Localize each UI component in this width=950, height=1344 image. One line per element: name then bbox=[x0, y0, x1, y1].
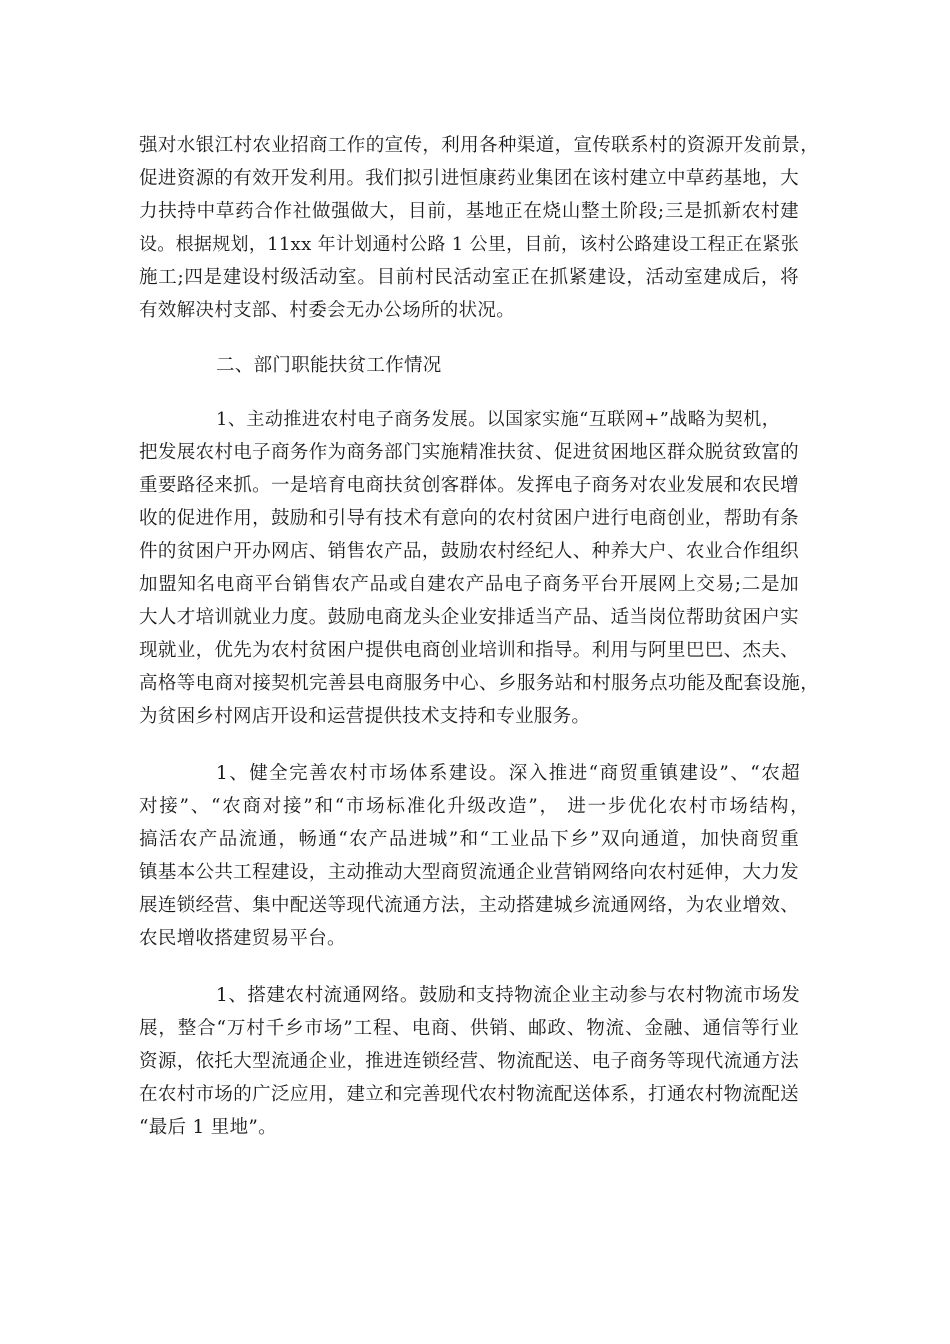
section-heading: 二、部门职能扶贫工作情况 bbox=[216, 355, 442, 376]
paragraph-3-line-5: 展连锁经营、集中配送等现代流通方法，主动搭建城乡流通网络，为农业增效、 bbox=[139, 895, 799, 916]
paragraph-2-line-10: 为贫困乡村网店开设和运营提供技术支持和专业服务。 bbox=[139, 706, 591, 727]
paragraph-1-line-5: 施工;四是建设村级活动室。目前村民活动室正在抓紧建设，活动室建成后，将 bbox=[139, 267, 799, 288]
paragraph-4-line-4: 在农村市场的广泛应用，建立和完善现代农村物流配送体系，打通农村物流配送 bbox=[139, 1084, 799, 1105]
paragraph-2-line-8: 现就业，优先为农村贫困户提供电商创业培训和指导。利用与阿里巴巴、杰夫、 bbox=[139, 640, 799, 661]
paragraph-1-line-4: 设。根据规划，11xx 年计划通村公路 1 公里，目前，该村公路建设工程正在紧张 bbox=[139, 234, 799, 255]
paragraph-4-line-5: “最后 1 里地”。 bbox=[139, 1117, 277, 1138]
paragraph-4-line-1: 1、搭建农村流通网络。鼓励和支持物流企业主动参与农村物流市场发 bbox=[216, 985, 800, 1006]
paragraph-3-line-2: 对接”、“农商对接”和“市场标准化升级改造”， 进一步优化农村市场结构， bbox=[139, 796, 809, 817]
paragraph-2-line-7: 大人才培训就业力度。鼓励电商龙头企业安排适当产品、适当岗位帮助贫困户实 bbox=[139, 607, 799, 628]
paragraph-3-line-3: 搞活农产品流通，畅通“农产品进城”和“工业品下乡”双向通道，加快商贸重 bbox=[139, 829, 799, 850]
paragraph-2-line-9: 高格等电商对接契机完善县电商服务中心、乡服务站和村服务点功能及配套设施， bbox=[139, 673, 819, 694]
paragraph-2-line-6: 加盟知名电商平台销售农产品或自建农产品电子商务平台开展网上交易;二是加 bbox=[139, 574, 799, 595]
paragraph-1-line-3: 力扶持中草药合作社做强做大，目前，基地正在烧山整土阶段;三是抓新农村建 bbox=[139, 201, 799, 222]
paragraph-3-line-6: 农民增收搭建贸易平台。 bbox=[139, 928, 346, 949]
paragraph-2-line-1: 1、主动推进农村电子商务发展。以国家实施“互联网+”战略为契机， bbox=[216, 409, 780, 430]
paragraph-2-line-4: 收的促进作用，鼓励和引导有技术有意向的农村贫困户进行电商创业，帮助有条 bbox=[139, 508, 799, 529]
paragraph-2-line-5: 件的贫困户开办网店、销售农产品，鼓励农村经纪人、种养大户、农业合作组织 bbox=[139, 541, 799, 562]
paragraph-3-line-4: 镇基本公共工程建设，主动推动大型商贸流通企业营销网络向农村延伸，大力发 bbox=[139, 862, 799, 883]
paragraph-2-line-2: 把发展农村电子商务作为商务部门实施精准扶贫、促进贫困地区群众脱贫致富的 bbox=[139, 442, 799, 463]
paragraph-4-line-2: 展，整合“万村千乡市场”工程、电商、供销、邮政、物流、金融、通信等行业 bbox=[139, 1018, 799, 1039]
paragraph-1-line-6: 有效解决村支部、村委会无办公场所的状况。 bbox=[139, 300, 516, 321]
paragraph-4-line-3: 资源，依托大型流通企业，推进连锁经营、物流配送、电子商务等现代流通方法 bbox=[139, 1051, 799, 1072]
paragraph-1-line-1: 强对水银江村农业招商工作的宣传，利用各种渠道，宣传联系村的资源开发前景， bbox=[139, 135, 819, 156]
paragraph-2-line-3: 重要路径来抓。一是培育电商扶贫创客群体。发挥电子商务对农业发展和农民增 bbox=[139, 475, 799, 496]
paragraph-1-line-2: 促进资源的有效开发利用。我们拟引进恒康药业集团在该村建立中草药基地，大 bbox=[139, 168, 799, 189]
paragraph-3-line-1: 1、健全完善农村市场体系建设。深入推进“商贸重镇建设”、“农超 bbox=[216, 763, 800, 784]
